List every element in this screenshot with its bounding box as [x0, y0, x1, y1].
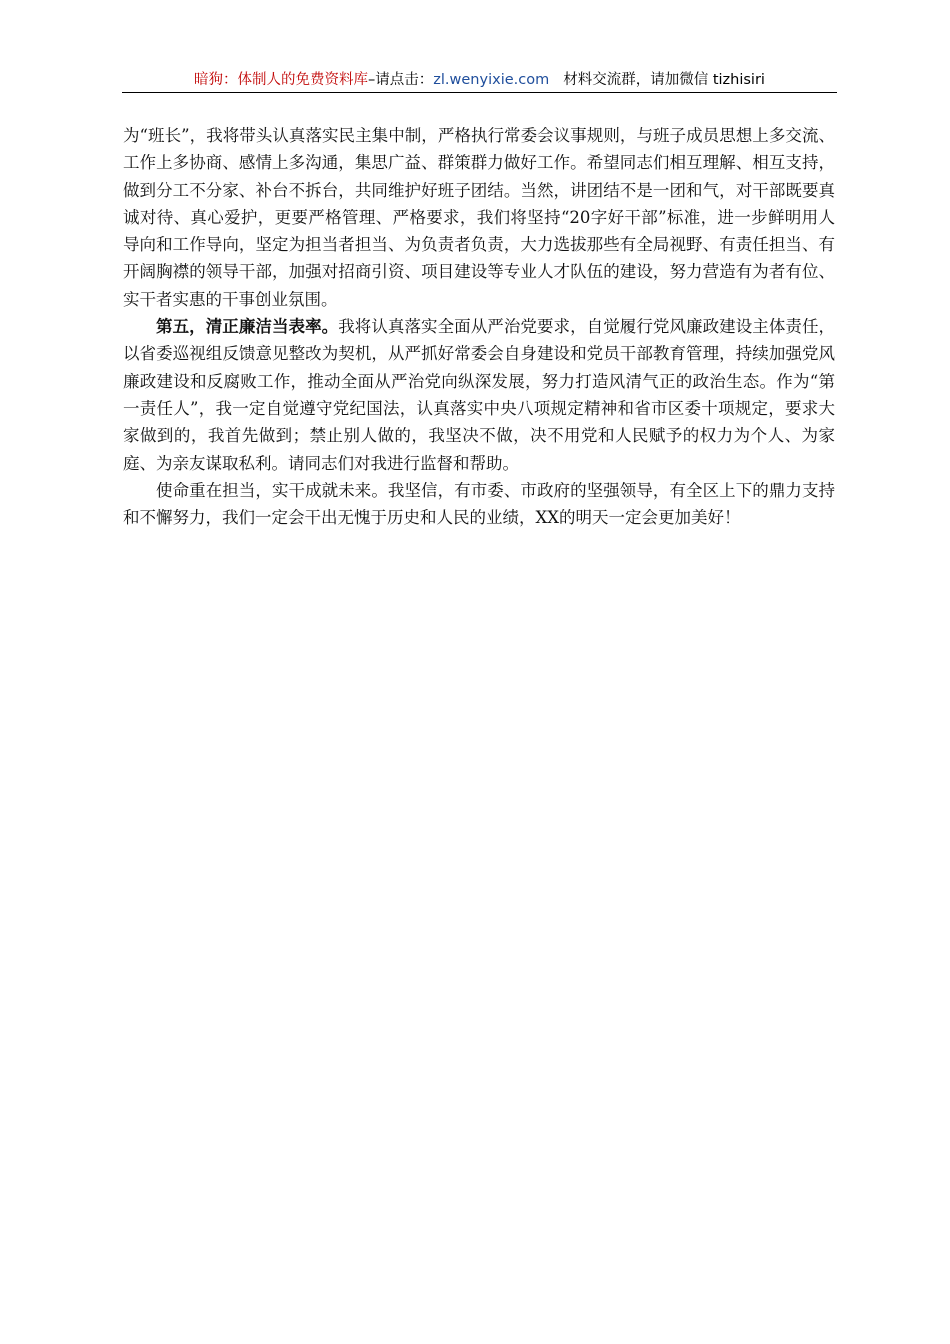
header-wechat-note: 材料交流群，请加微信 tizhisiri: [563, 72, 765, 88]
paragraph-heading: 第五，清正廉洁当表率。: [156, 317, 339, 337]
document-body: [123, 122, 835, 531]
header-url-link[interactable]: zl.wenyixie.com: [433, 72, 550, 88]
paragraph-text: 为“班长”，我将带头认真落实民主集中制，严格执行常委会议事规则，与班子成员思想上多交流、工作上多协商、感情上多沟通，集思广益、群策群力做好工作。希望同志们相互理解、相互支持，做到分工不分家、补台不拆台，共同维护好班子团结。当然，讲团结不是一团和气，对干部既要真诚对待、真心爱护，更要严格管理、严格要求，我们将坚持“20字好干部”标准，进一步鲜明用人导向和工作导向，坚定为担当者担当、为负责者负责，大力选拔那些有全局视野、有责任担当、有开阔胸襟的领导干部，加强对招商引资、项目建设等专业人才队伍的建设，努力营造有为者有位、实干者实惠的干事创业氛围。: [123, 126, 835, 309]
paragraph-text: 我将认真落实全面从严治党要求，自觉履行党风廉政建设主体责任，以省委巡视组反馈意见整改为契机，从严抓好常委会自身建设和党员干部教育管理，持续加强党风廉政建设和反腐败工作，推动全面从严治党向纵深发展，努力打造风清气正的政治生态。作为“第一责任人”，我一定自觉遵守党纪国法，认真落实中央八项规定精神和省市区委十项规定，要求大家做到的，我首先做到；禁止别人做的，我坚决不做，决不用党和人民赋予的权力为个人、为家庭、为亲友谋取私利。请同志们对我进行监督和帮助。: [123, 317, 835, 473]
paragraph-section-five: [123, 313, 835, 477]
paragraph-text: 使命重在担当，实干成就未来。我坚信，有市委、市政府的坚强领导，有全区上下的鼎力支持和不懈努力，我们一定会干出无愧于历史和人民的业绩，XX的明天一定会更加美好！: [123, 480, 835, 528]
header-site-name: 暗狗：体制人的免费资料库: [194, 72, 369, 88]
paragraph-continuation: [123, 122, 835, 313]
header-click-prompt: –请点击：: [368, 72, 434, 88]
page-header: [122, 68, 837, 93]
paragraph-conclusion: [123, 477, 835, 532]
